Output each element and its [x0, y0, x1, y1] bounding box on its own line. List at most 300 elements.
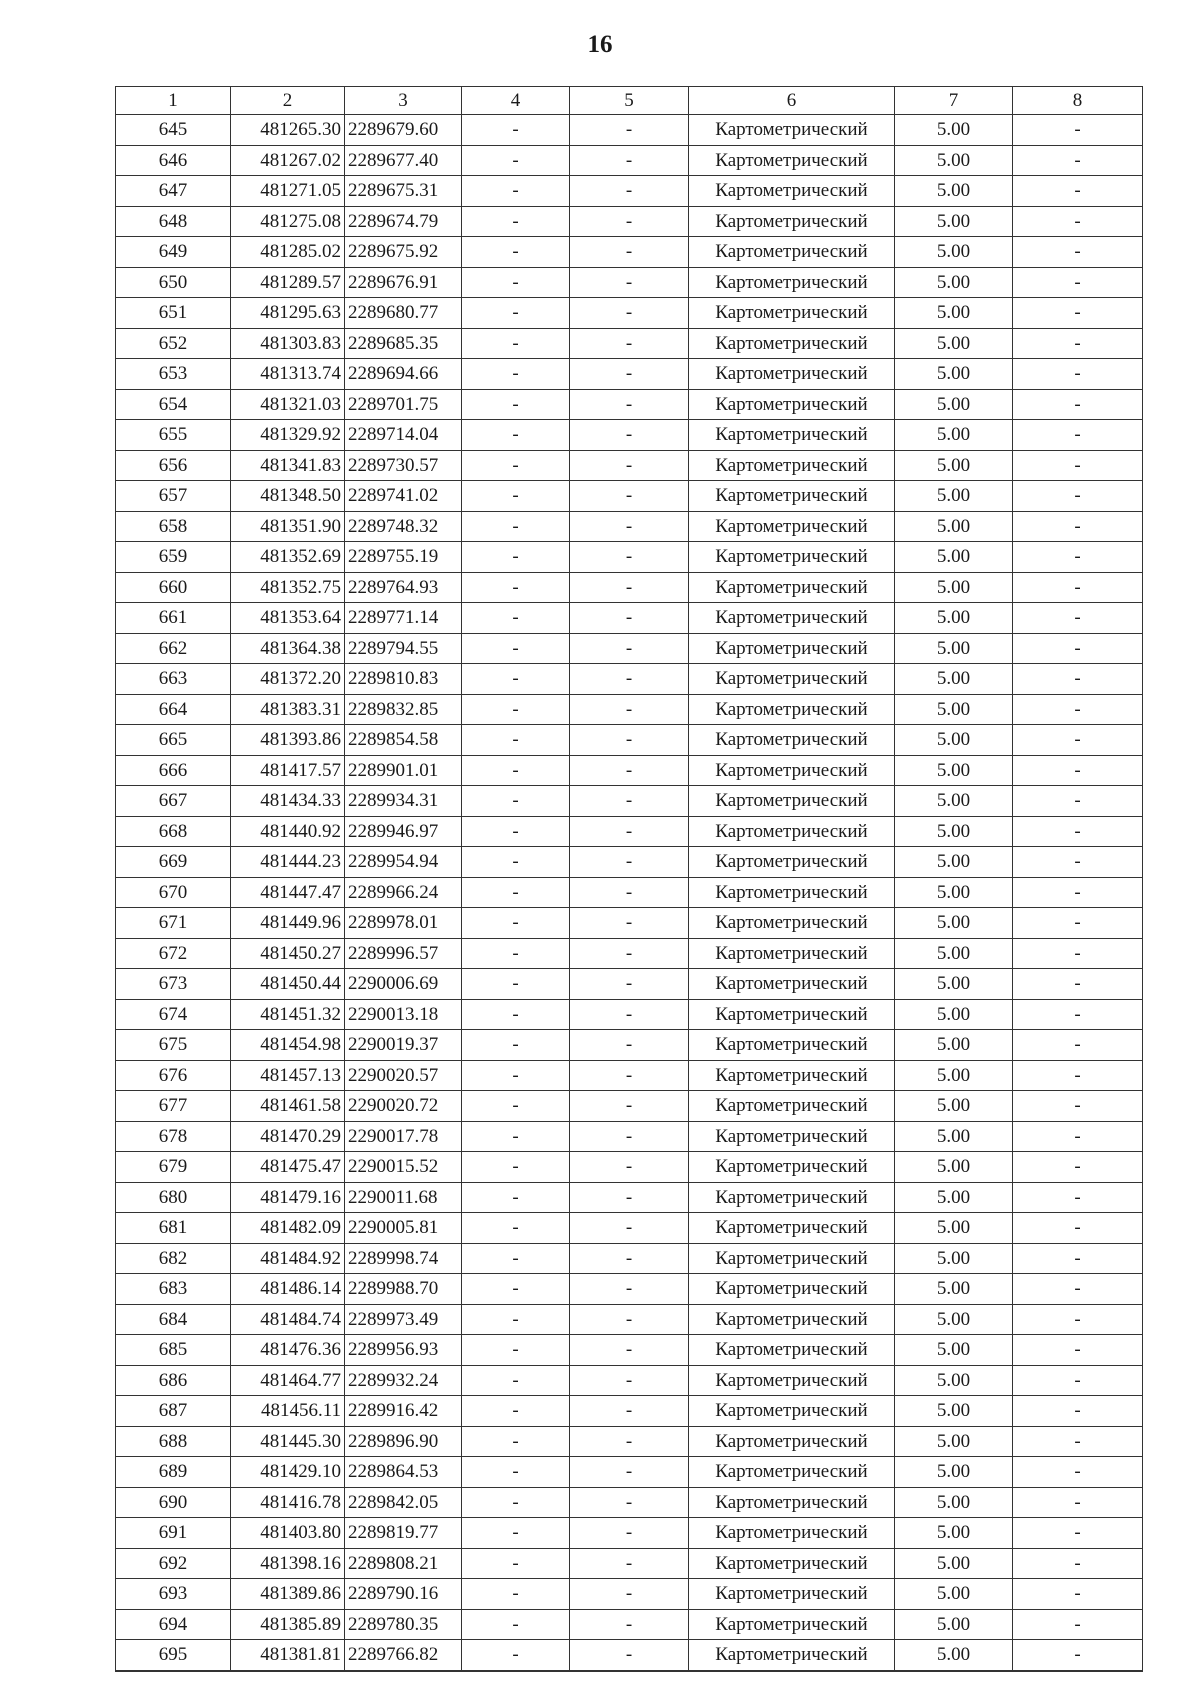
table-row	[116, 1182, 1143, 1213]
cell-coord-x: 481482.09	[231, 1213, 345, 1244]
cell-accuracy: 5.00	[895, 145, 1013, 176]
cell-coord-x: 481484.92	[231, 1243, 345, 1274]
cell-coord-x: 481351.90	[231, 511, 345, 542]
cell-col-8: -	[1013, 725, 1143, 756]
cell-method: Картометрический	[689, 1060, 895, 1091]
cell-point-number: 652	[116, 328, 231, 359]
cell-coord-y: 2289988.70	[345, 1274, 462, 1305]
cell-accuracy: 5.00	[895, 1030, 1013, 1061]
cell-col-5: -	[570, 1640, 689, 1671]
cell-accuracy: 5.00	[895, 450, 1013, 481]
cell-method: Картометрический	[689, 1426, 895, 1457]
cell-coord-x: 481484.74	[231, 1304, 345, 1335]
cell-point-number: 689	[116, 1457, 231, 1488]
cell-point-number: 667	[116, 786, 231, 817]
cell-method: Картометрический	[689, 1640, 895, 1671]
cell-col-5: -	[570, 115, 689, 146]
cell-col-5: -	[570, 450, 689, 481]
cell-coord-y: 2289679.60	[345, 115, 462, 146]
cell-col-5: -	[570, 1182, 689, 1213]
cell-col-5: -	[570, 1335, 689, 1366]
table-row	[116, 298, 1143, 329]
cell-col-8: -	[1013, 450, 1143, 481]
cell-coord-y: 2290017.78	[345, 1121, 462, 1152]
cell-col-8: -	[1013, 267, 1143, 298]
cell-coord-x: 481464.77	[231, 1365, 345, 1396]
cell-col-4: -	[462, 1091, 570, 1122]
cell-method: Картометрический	[689, 389, 895, 420]
cell-method: Картометрический	[689, 1030, 895, 1061]
cell-accuracy: 5.00	[895, 1640, 1013, 1671]
cell-col-5: -	[570, 1152, 689, 1183]
table-row	[116, 1457, 1143, 1488]
cell-point-number: 648	[116, 206, 231, 237]
cell-coord-y: 2289842.05	[345, 1487, 462, 1518]
cell-coord-y: 2289766.82	[345, 1640, 462, 1671]
cell-col-5: -	[570, 1365, 689, 1396]
cell-accuracy: 5.00	[895, 603, 1013, 634]
cell-accuracy: 5.00	[895, 328, 1013, 359]
cell-coord-y: 2289808.21	[345, 1548, 462, 1579]
cell-col-8: -	[1013, 1274, 1143, 1305]
table-row	[116, 664, 1143, 695]
cell-coord-x: 481403.80	[231, 1518, 345, 1549]
cell-coord-x: 481429.10	[231, 1457, 345, 1488]
page-number: 16	[587, 31, 613, 58]
cell-col-5: -	[570, 1518, 689, 1549]
cell-accuracy: 5.00	[895, 938, 1013, 969]
cell-accuracy: 5.00	[895, 908, 1013, 939]
cell-col-4: -	[462, 511, 570, 542]
cell-col-4: -	[462, 908, 570, 939]
cell-accuracy: 5.00	[895, 664, 1013, 695]
cell-col-4: -	[462, 206, 570, 237]
cell-coord-x: 481456.11	[231, 1396, 345, 1427]
cell-coord-y: 2289676.91	[345, 267, 462, 298]
cell-point-number: 675	[116, 1030, 231, 1061]
cell-accuracy: 5.00	[895, 389, 1013, 420]
cell-coord-x: 481295.63	[231, 298, 345, 329]
cell-col-5: -	[570, 328, 689, 359]
cell-method: Картометрический	[689, 1182, 895, 1213]
cell-col-8: -	[1013, 755, 1143, 786]
cell-col-5: -	[570, 1548, 689, 1579]
cell-method: Картометрический	[689, 1548, 895, 1579]
column-header-2: 2	[231, 87, 345, 115]
cell-coord-x: 481303.83	[231, 328, 345, 359]
cell-coord-y: 2290020.72	[345, 1091, 462, 1122]
table-row	[116, 816, 1143, 847]
cell-coord-x: 481383.31	[231, 694, 345, 725]
table-row	[116, 1548, 1143, 1579]
cell-col-5: -	[570, 1579, 689, 1610]
cell-col-4: -	[462, 237, 570, 268]
cell-method: Картометрический	[689, 1365, 895, 1396]
cell-point-number: 660	[116, 572, 231, 603]
cell-method: Картометрический	[689, 511, 895, 542]
cell-coord-y: 2290013.18	[345, 999, 462, 1030]
cell-method: Картометрический	[689, 1396, 895, 1427]
cell-col-5: -	[570, 908, 689, 939]
cell-accuracy: 5.00	[895, 1487, 1013, 1518]
cell-coord-x: 481381.81	[231, 1640, 345, 1671]
cell-coord-x: 481445.30	[231, 1426, 345, 1457]
table-row	[116, 1091, 1143, 1122]
cell-coord-x: 481289.57	[231, 267, 345, 298]
cell-method: Картометрический	[689, 206, 895, 237]
cell-coord-x: 481265.30	[231, 115, 345, 146]
cell-accuracy: 5.00	[895, 1335, 1013, 1366]
table-row	[116, 1274, 1143, 1305]
cell-col-4: -	[462, 1304, 570, 1335]
cell-coord-y: 2289916.42	[345, 1396, 462, 1427]
coordinates-table	[115, 86, 1143, 1672]
cell-coord-x: 481352.75	[231, 572, 345, 603]
cell-coord-y: 2289794.55	[345, 633, 462, 664]
cell-point-number: 674	[116, 999, 231, 1030]
cell-method: Картометрический	[689, 298, 895, 329]
cell-coord-x: 481416.78	[231, 1487, 345, 1518]
cell-coord-x: 481385.89	[231, 1609, 345, 1640]
cell-coord-y: 2289810.83	[345, 664, 462, 695]
cell-col-8: -	[1013, 1121, 1143, 1152]
cell-accuracy: 5.00	[895, 1579, 1013, 1610]
cell-col-5: -	[570, 877, 689, 908]
cell-col-8: -	[1013, 633, 1143, 664]
cell-method: Картометрический	[689, 237, 895, 268]
cell-col-4: -	[462, 664, 570, 695]
cell-coord-y: 2289854.58	[345, 725, 462, 756]
table-row	[116, 176, 1143, 207]
cell-coord-y: 2289934.31	[345, 786, 462, 817]
cell-method: Картометрический	[689, 847, 895, 878]
cell-accuracy: 5.00	[895, 1182, 1013, 1213]
cell-col-8: -	[1013, 1579, 1143, 1610]
cell-col-4: -	[462, 633, 570, 664]
cell-accuracy: 5.00	[895, 1396, 1013, 1427]
table-row	[116, 1213, 1143, 1244]
cell-point-number: 685	[116, 1335, 231, 1366]
table-row	[116, 237, 1143, 268]
cell-col-8: -	[1013, 603, 1143, 634]
cell-accuracy: 5.00	[895, 786, 1013, 817]
table-row	[116, 145, 1143, 176]
table-row	[116, 115, 1143, 146]
cell-col-5: -	[570, 145, 689, 176]
cell-accuracy: 5.00	[895, 1213, 1013, 1244]
cell-accuracy: 5.00	[895, 572, 1013, 603]
cell-col-4: -	[462, 420, 570, 451]
cell-col-8: -	[1013, 1182, 1143, 1213]
cell-col-4: -	[462, 1396, 570, 1427]
cell-col-4: -	[462, 1274, 570, 1305]
cell-method: Картометрический	[689, 1213, 895, 1244]
table-row	[116, 786, 1143, 817]
cell-point-number: 682	[116, 1243, 231, 1274]
cell-point-number: 654	[116, 389, 231, 420]
table-row	[116, 1487, 1143, 1518]
cell-col-8: -	[1013, 1426, 1143, 1457]
table-row	[116, 572, 1143, 603]
cell-col-8: -	[1013, 786, 1143, 817]
cell-col-4: -	[462, 1487, 570, 1518]
cell-point-number: 671	[116, 908, 231, 939]
cell-col-5: -	[570, 481, 689, 512]
table-row	[116, 755, 1143, 786]
cell-point-number: 670	[116, 877, 231, 908]
cell-col-4: -	[462, 816, 570, 847]
cell-coord-x: 481341.83	[231, 450, 345, 481]
cell-accuracy: 5.00	[895, 115, 1013, 146]
table-row	[116, 1304, 1143, 1335]
cell-col-4: -	[462, 1030, 570, 1061]
cell-method: Картометрический	[689, 1152, 895, 1183]
cell-col-8: -	[1013, 664, 1143, 695]
cell-point-number: 669	[116, 847, 231, 878]
cell-point-number: 662	[116, 633, 231, 664]
cell-coord-y: 2289780.35	[345, 1609, 462, 1640]
cell-coord-x: 481271.05	[231, 176, 345, 207]
column-header-8: 8	[1013, 87, 1143, 115]
cell-coord-x: 481364.38	[231, 633, 345, 664]
cell-method: Картометрический	[689, 420, 895, 451]
cell-method: Картометрический	[689, 1518, 895, 1549]
table-row	[116, 267, 1143, 298]
table-row	[116, 999, 1143, 1030]
cell-col-5: -	[570, 1609, 689, 1640]
cell-col-8: -	[1013, 1091, 1143, 1122]
table-row	[116, 1396, 1143, 1427]
cell-point-number: 673	[116, 969, 231, 1000]
cell-coord-x: 481417.57	[231, 755, 345, 786]
cell-coord-x: 481449.96	[231, 908, 345, 939]
cell-col-8: -	[1013, 1213, 1143, 1244]
cell-method: Картометрический	[689, 664, 895, 695]
cell-accuracy: 5.00	[895, 725, 1013, 756]
cell-col-8: -	[1013, 1060, 1143, 1091]
header-row	[116, 87, 1143, 115]
cell-col-5: -	[570, 847, 689, 878]
cell-col-8: -	[1013, 359, 1143, 390]
cell-coord-x: 481447.47	[231, 877, 345, 908]
cell-coord-y: 2289966.24	[345, 877, 462, 908]
cell-col-4: -	[462, 1121, 570, 1152]
cell-coord-x: 481454.98	[231, 1030, 345, 1061]
cell-accuracy: 5.00	[895, 1609, 1013, 1640]
cell-method: Картометрический	[689, 1121, 895, 1152]
cell-method: Картометрический	[689, 1579, 895, 1610]
cell-method: Картометрический	[689, 1487, 895, 1518]
cell-col-5: -	[570, 1243, 689, 1274]
cell-col-4: -	[462, 542, 570, 573]
cell-col-4: -	[462, 298, 570, 329]
cell-method: Картометрический	[689, 328, 895, 359]
table-row	[116, 694, 1143, 725]
cell-col-8: -	[1013, 1457, 1143, 1488]
table-row	[116, 1518, 1143, 1549]
cell-col-4: -	[462, 847, 570, 878]
cell-coord-y: 2289685.35	[345, 328, 462, 359]
cell-col-8: -	[1013, 1640, 1143, 1671]
column-header-3: 3	[345, 87, 462, 115]
cell-accuracy: 5.00	[895, 237, 1013, 268]
cell-accuracy: 5.00	[895, 298, 1013, 329]
cell-col-8: -	[1013, 1030, 1143, 1061]
cell-coord-x: 481285.02	[231, 237, 345, 268]
cell-col-8: -	[1013, 1548, 1143, 1579]
cell-coord-y: 2289771.14	[345, 603, 462, 634]
cell-col-5: -	[570, 237, 689, 268]
cell-col-5: -	[570, 603, 689, 634]
cell-col-5: -	[570, 542, 689, 573]
table-row	[116, 725, 1143, 756]
cell-coord-x: 481450.27	[231, 938, 345, 969]
cell-coord-y: 2289675.92	[345, 237, 462, 268]
cell-coord-x: 481393.86	[231, 725, 345, 756]
cell-coord-y: 2289832.85	[345, 694, 462, 725]
cell-coord-y: 2289680.77	[345, 298, 462, 329]
cell-col-5: -	[570, 206, 689, 237]
cell-col-4: -	[462, 877, 570, 908]
cell-method: Картометрический	[689, 1304, 895, 1335]
table-row	[116, 938, 1143, 969]
cell-col-4: -	[462, 603, 570, 634]
cell-col-8: -	[1013, 694, 1143, 725]
cell-point-number: 680	[116, 1182, 231, 1213]
cell-point-number: 695	[116, 1640, 231, 1671]
cell-accuracy: 5.00	[895, 633, 1013, 664]
cell-col-4: -	[462, 481, 570, 512]
cell-col-5: -	[570, 572, 689, 603]
cell-coord-x: 481470.29	[231, 1121, 345, 1152]
cell-col-4: -	[462, 267, 570, 298]
cell-point-number: 691	[116, 1518, 231, 1549]
cell-coord-x: 481313.74	[231, 359, 345, 390]
cell-col-8: -	[1013, 1365, 1143, 1396]
column-header-7: 7	[895, 87, 1013, 115]
cell-col-4: -	[462, 450, 570, 481]
cell-method: Картометрический	[689, 267, 895, 298]
table-row	[116, 908, 1143, 939]
cell-col-8: -	[1013, 176, 1143, 207]
cell-accuracy: 5.00	[895, 420, 1013, 451]
cell-point-number: 687	[116, 1396, 231, 1427]
table-row	[116, 420, 1143, 451]
cell-point-number: 683	[116, 1274, 231, 1305]
cell-col-4: -	[462, 1426, 570, 1457]
table-row	[116, 603, 1143, 634]
cell-method: Картометрический	[689, 176, 895, 207]
cell-col-4: -	[462, 938, 570, 969]
cell-point-number: 659	[116, 542, 231, 573]
cell-col-4: -	[462, 389, 570, 420]
cell-col-5: -	[570, 755, 689, 786]
cell-col-5: -	[570, 389, 689, 420]
cell-col-5: -	[570, 664, 689, 695]
cell-accuracy: 5.00	[895, 542, 1013, 573]
table-row	[116, 633, 1143, 664]
cell-point-number: 663	[116, 664, 231, 695]
cell-coord-x: 481352.69	[231, 542, 345, 573]
cell-coord-y: 2290006.69	[345, 969, 462, 1000]
cell-point-number: 657	[116, 481, 231, 512]
cell-col-8: -	[1013, 1396, 1143, 1427]
cell-col-5: -	[570, 420, 689, 451]
cell-col-4: -	[462, 572, 570, 603]
cell-coord-y: 2289819.77	[345, 1518, 462, 1549]
cell-coord-x: 481348.50	[231, 481, 345, 512]
cell-col-5: -	[570, 969, 689, 1000]
cell-col-4: -	[462, 145, 570, 176]
cell-method: Картометрический	[689, 359, 895, 390]
cell-coord-y: 2289946.97	[345, 816, 462, 847]
cell-col-4: -	[462, 1609, 570, 1640]
cell-col-8: -	[1013, 1152, 1143, 1183]
table-row	[116, 1579, 1143, 1610]
cell-col-8: -	[1013, 1518, 1143, 1549]
cell-coord-y: 2289677.40	[345, 145, 462, 176]
cell-col-8: -	[1013, 389, 1143, 420]
cell-col-5: -	[570, 999, 689, 1030]
cell-col-8: -	[1013, 328, 1143, 359]
cell-col-8: -	[1013, 420, 1143, 451]
cell-accuracy: 5.00	[895, 999, 1013, 1030]
cell-coord-x: 481329.92	[231, 420, 345, 451]
cell-coord-y: 2289998.74	[345, 1243, 462, 1274]
cell-accuracy: 5.00	[895, 176, 1013, 207]
cell-coord-y: 2290015.52	[345, 1152, 462, 1183]
cell-accuracy: 5.00	[895, 1091, 1013, 1122]
cell-coord-x: 481479.16	[231, 1182, 345, 1213]
cell-col-5: -	[570, 176, 689, 207]
cell-accuracy: 5.00	[895, 816, 1013, 847]
cell-col-4: -	[462, 1579, 570, 1610]
cell-accuracy: 5.00	[895, 1426, 1013, 1457]
cell-accuracy: 5.00	[895, 359, 1013, 390]
cell-accuracy: 5.00	[895, 1152, 1013, 1183]
cell-coord-x: 481476.36	[231, 1335, 345, 1366]
cell-coord-y: 2289864.53	[345, 1457, 462, 1488]
cell-col-5: -	[570, 511, 689, 542]
cell-point-number: 692	[116, 1548, 231, 1579]
cell-col-5: -	[570, 1213, 689, 1244]
cell-col-5: -	[570, 938, 689, 969]
cell-coord-y: 2289694.66	[345, 359, 462, 390]
cell-coord-x: 481440.92	[231, 816, 345, 847]
cell-col-5: -	[570, 694, 689, 725]
table-row	[116, 969, 1143, 1000]
cell-coord-y: 2290020.57	[345, 1060, 462, 1091]
cell-col-8: -	[1013, 816, 1143, 847]
cell-col-5: -	[570, 1304, 689, 1335]
cell-point-number: 665	[116, 725, 231, 756]
cell-col-4: -	[462, 1243, 570, 1274]
cell-col-8: -	[1013, 1304, 1143, 1335]
cell-coord-x: 481444.23	[231, 847, 345, 878]
cell-point-number: 645	[116, 115, 231, 146]
cell-col-4: -	[462, 755, 570, 786]
cell-point-number: 679	[116, 1152, 231, 1183]
cell-col-8: -	[1013, 908, 1143, 939]
cell-col-4: -	[462, 176, 570, 207]
cell-col-5: -	[570, 816, 689, 847]
cell-accuracy: 5.00	[895, 511, 1013, 542]
cell-col-4: -	[462, 999, 570, 1030]
cell-col-5: -	[570, 725, 689, 756]
cell-point-number: 661	[116, 603, 231, 634]
cell-col-4: -	[462, 694, 570, 725]
table-row	[116, 1152, 1143, 1183]
